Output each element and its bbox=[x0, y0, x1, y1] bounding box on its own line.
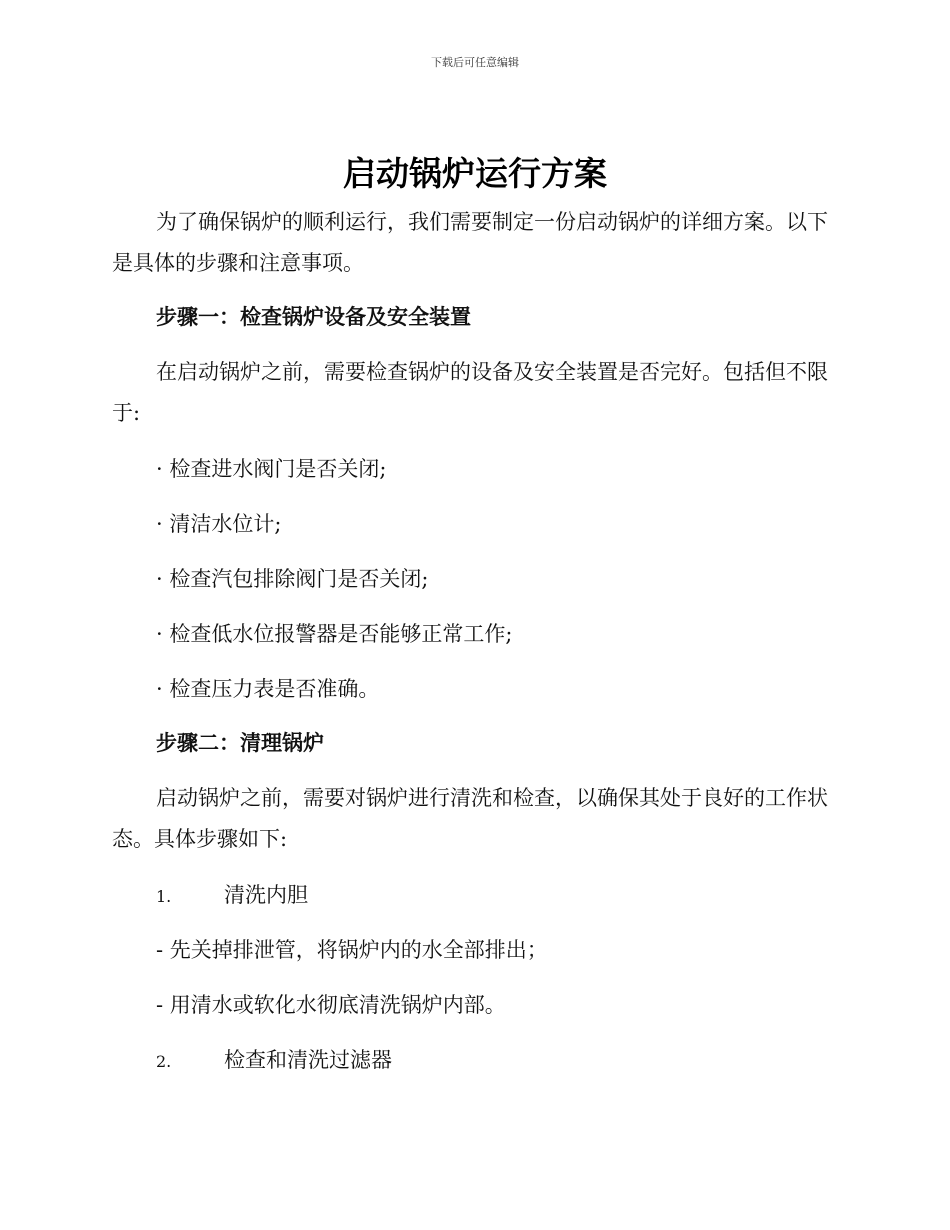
document-title: 启动锅炉运行方案 bbox=[343, 154, 607, 193]
step1-item: · 检查汽包排除阀门是否关闭; bbox=[156, 567, 429, 591]
step2-sub1-detail: - 用清水或软化水彻底清洗锅炉内部。 bbox=[156, 993, 506, 1017]
page-header-note: 下载后可任意编辑 bbox=[431, 56, 519, 69]
step2-sub2 bbox=[156, 1045, 392, 1077]
list-number: 1. bbox=[156, 887, 172, 906]
step1-item: · 检查压力表是否准确。 bbox=[156, 677, 380, 701]
step2-heading: 步骤二：清理锅炉 bbox=[156, 731, 324, 755]
step2-sub1-detail: - 先关掉排泄管，将锅炉内的水全部排出； bbox=[156, 938, 548, 962]
step1-item: · 检查进水阀门是否关闭; bbox=[156, 457, 387, 481]
step1-item: · 检查低水位报警器是否能够正常工作; bbox=[156, 622, 513, 646]
step1-item: · 清洁水位计; bbox=[156, 512, 282, 536]
step2-sub1 bbox=[156, 880, 308, 912]
intro-paragraph: 为了确保锅炉的顺利运行，我们需要制定一份启动锅炉的详细方案。以下是具体的步骤和注意事项。 bbox=[112, 210, 828, 275]
step1-paragraph: 在启动锅炉之前，需要检查锅炉的设备及安全装置是否完好。包括但不限于: bbox=[112, 360, 828, 425]
step1-heading: 步骤一：检查锅炉设备及安全装置 bbox=[156, 305, 471, 329]
list-label: 检查和清洗过滤器 bbox=[224, 1048, 392, 1072]
step2-paragraph: 启动锅炉之前，需要对锅炉进行清洗和检查，以确保其处于良好的工作状态。具体步骤如下: bbox=[112, 786, 828, 851]
list-number: 2. bbox=[156, 1052, 172, 1071]
list-label: 清洗内胆 bbox=[224, 883, 308, 907]
